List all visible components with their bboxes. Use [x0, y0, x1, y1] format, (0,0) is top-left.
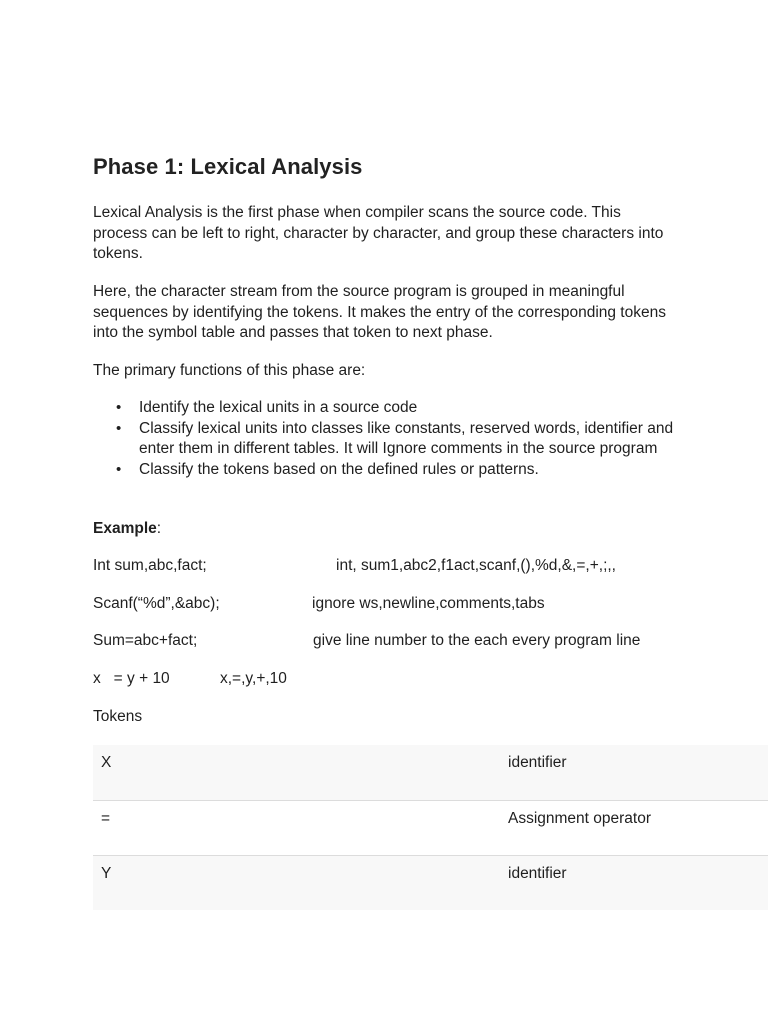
tokens-table [93, 745, 768, 910]
example-line-source: Scanf(“%d”,&abc); [93, 595, 220, 612]
example-label: Example [93, 520, 157, 537]
example-line-result: int, sum1,abc2,f1act,scanf,(),%d,&,=,+,;,, [336, 557, 616, 574]
page-title: Phase 1: Lexical Analysis [93, 154, 363, 179]
list-item [93, 419, 674, 460]
functions-list [93, 398, 693, 480]
table-row [93, 800, 768, 855]
example-line [93, 669, 753, 690]
bullet-icon: • [116, 419, 122, 437]
list-item-text: Classify the tokens based on the defined rules or patterns. [139, 460, 539, 478]
example-line-result: ignore ws,newline,comments,tabs [312, 595, 545, 612]
example-line [93, 556, 753, 577]
example-line [93, 594, 753, 615]
example-line [93, 631, 753, 652]
example-line-source: Int sum,abc,fact; [93, 557, 207, 574]
table-row [93, 745, 768, 800]
token-type-cell: Assignment operator [500, 800, 768, 855]
token-cell: Y [93, 855, 500, 910]
token-type-cell: identifier [500, 745, 768, 800]
example-suffix: : [156, 520, 162, 537]
token-type-cell: identifier [500, 855, 768, 910]
paragraph-character-stream: Here, the character stream from the source program is grouped in meaningful sequences by identifying the tokens. It makes the entry of the corresponding tokens into the symbol table and passes that token to next phase. [93, 283, 666, 341]
list-item-text: Identify the lexical units in a source code [139, 399, 418, 416]
tokens-label: Tokens [93, 708, 143, 725]
example-heading [93, 519, 161, 540]
token-cell: = [93, 800, 500, 855]
example-line-source: Sum=abc+fact; [93, 632, 198, 649]
paragraph-primary-functions: The primary functions of this phase are: [93, 362, 366, 379]
token-cell: X [93, 745, 500, 800]
list-item-text: Classify lexical units into classes like constants, reserved words, identifier and enter them in different tables. It will Ignore comments in the source program [139, 419, 674, 457]
bullet-icon: • [116, 399, 122, 416]
bullet-icon: • [116, 460, 122, 478]
example-line-result: give line number to the each every program line [313, 632, 641, 649]
table-row [93, 855, 768, 910]
list-item [93, 398, 674, 419]
example-line-source: x = y + 10 [93, 670, 170, 687]
example-line-result: x,=,y,+,10 [220, 670, 287, 687]
list-item [93, 460, 674, 481]
paragraph-intro: Lexical Analysis is the first phase when compiler scans the source code. This process can be left to right, character by character, and group these characters into tokens. [93, 204, 664, 262]
